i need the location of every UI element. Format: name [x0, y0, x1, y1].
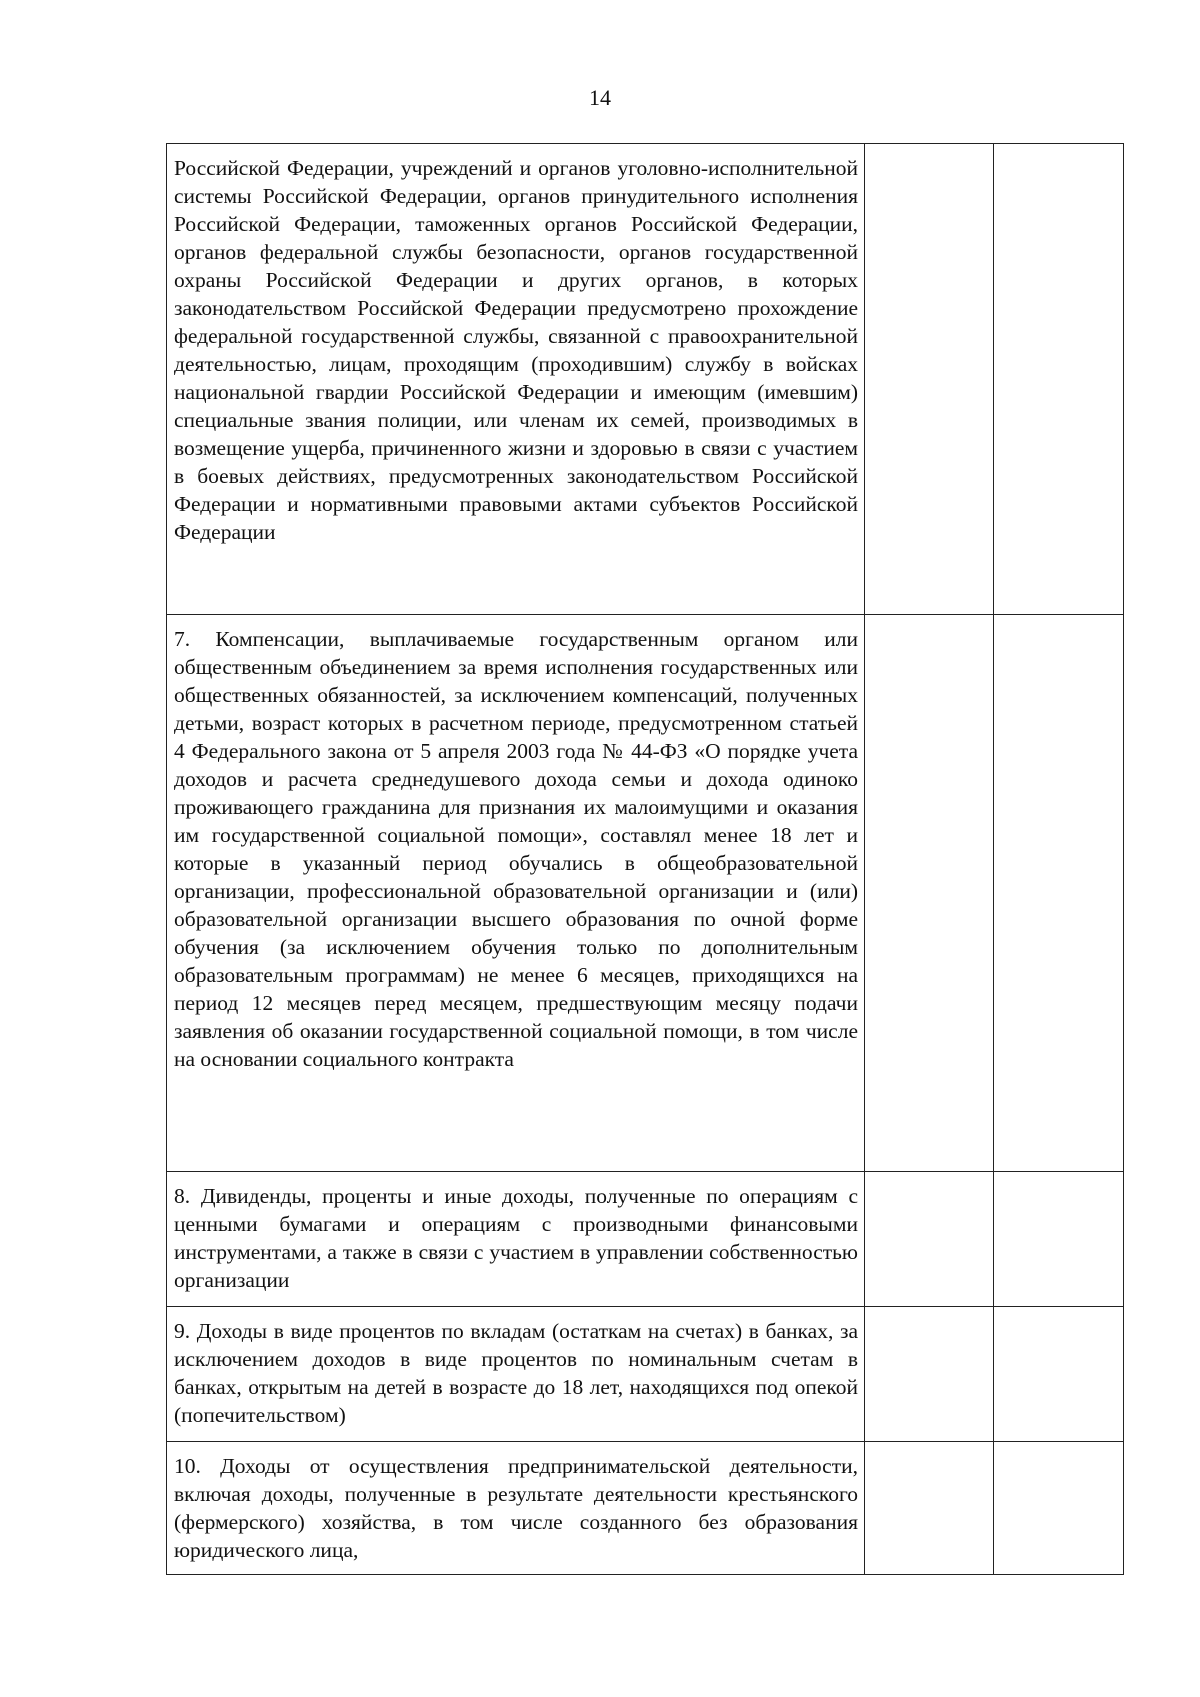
table-cell-empty [994, 1172, 1124, 1307]
table-cell-description [167, 1172, 865, 1307]
table-cell-empty [994, 615, 1124, 1172]
table-cell-empty [994, 1442, 1124, 1575]
row-text: 10. Доходы от осуществления предпринимательской деятельности, включая доходы, полученные в результате деятельности крестьянского (фермерского) хозяйства, в том числе созданного без образования юридического лица, [174, 1454, 858, 1562]
row-text: 9. Доходы в виде процентов по вкладам (остаткам на счетах) в банках, за исключением доходов в виде процентов по номинальным счетам в банках, открытым на детей в возрасте до 18 лет, находящихся под опекой (попечительством) [174, 1319, 858, 1427]
row-text: 7. Компенсации, выплачиваемые государственным органом или общественным объединением за время исполнения государственных или общественных обязанностей, за исключением компенсаций, полученных детьми, возраст которых в расчетном периоде, предусмотренном статьей 4 Федерального закона от 5 апреля 2003 года № 44-ФЗ «О порядке учета доходов и расчета среднедушевого дохода семьи и дохода одиноко проживающего гражданина для признания их малоимущими и оказания им государственной социальной помощи», составлял менее 18 лет и которые в указанный период обучались в общеобразовательной организации, профессиональной образовательной организации и (или) образовательной организации высшего образования по очной форме обучения (за исключением обучения только по дополнительным образовательным программам) не менее 6 месяцев, приходящихся на период 12 месяцев перед месяцем, предшествующим месяцу подачи заявления об оказании государственной социальной помощи, в том числе на основании социального контракта [174, 627, 858, 1071]
income-table [166, 143, 1124, 1575]
table-cell-empty [994, 144, 1124, 615]
table-cell-empty [865, 615, 994, 1172]
table-row [167, 144, 1124, 615]
table-row [167, 1172, 1124, 1307]
row-text: 8. Дивиденды, проценты и иные доходы, полученные по операциям с ценными бумагами и операциям с производными финансовыми инструментами, а также в связи с участием в управлении собственностью организации [174, 1184, 858, 1292]
table-cell-empty [994, 1307, 1124, 1442]
row-text: Российской Федерации, учреждений и органов уголовно-исполнительной системы Российской Федерации, органов принудительного исполнения Российской Федерации, таможенных органов Российской Федерации, органов федеральной службы безопасности, органов государственной охраны Российской Федерации и других органов, в которых законодательством Российской Федерации предусмотрено прохождение федеральной государственной службы, связанной с правоохранительной деятельностью, лицам, проходящим (проходившим) службу в войсках национальной гвардии Российской Федерации и имеющим (имевшим) специальные звания полиции, или членам их семей, производимых в возмещение ущерба, причиненного жизни и здоровью в связи с участием в боевых действиях, предусмотренных законодательством Российской Федерации и нормативными правовыми актами субъектов Российской Федерации [174, 156, 858, 544]
table-cell-empty [865, 1307, 994, 1442]
table-row [167, 615, 1124, 1172]
table-cell-empty [865, 1442, 994, 1575]
table-row [167, 1307, 1124, 1442]
table-cell-description [167, 144, 865, 615]
table-row [167, 1442, 1124, 1575]
page-number: 14 [589, 85, 611, 110]
table-cell-empty [865, 1172, 994, 1307]
table-cell-empty [865, 144, 994, 615]
table-cell-description [167, 615, 865, 1172]
table-cell-description [167, 1442, 865, 1575]
table-cell-description [167, 1307, 865, 1442]
